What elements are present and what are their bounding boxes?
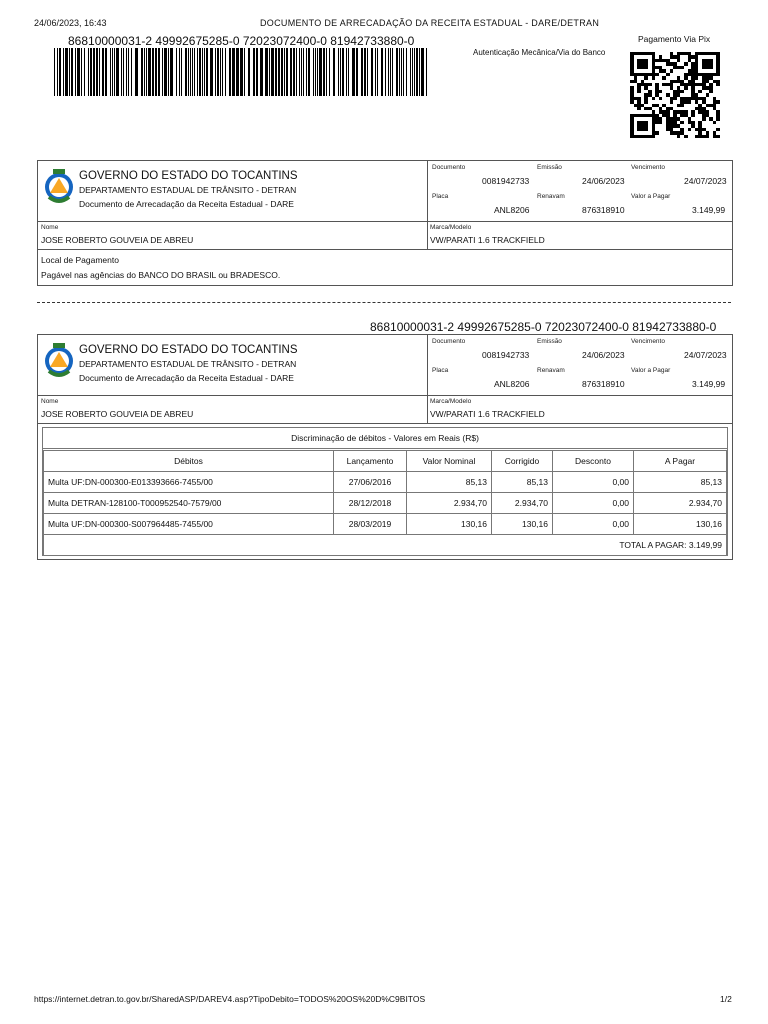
dept-name: DEPARTAMENTO ESTADUAL DE TRÂNSITO - DETRAN [79, 185, 297, 195]
total-a-pagar: TOTAL A PAGAR: 3.149,99 [44, 535, 727, 556]
table-row [44, 472, 727, 493]
a-pagar-cell: 130,16 [634, 514, 727, 535]
vencimento-label: Vencimento [631, 164, 665, 171]
gov-name: GOVERNO DO ESTADO DO TOCANTINS [79, 344, 298, 356]
valor-pagar-label: Valor a Pagar [631, 367, 671, 374]
debito-cell: Multa UF:DN-000300-S007964485-7455/00 [44, 514, 334, 535]
marca-value: VW/PARATI 1.6 TRACKFIELD [430, 409, 545, 419]
local-pagamento-label: Local de Pagamento [41, 255, 119, 265]
col-header: Valor Nominal [407, 451, 492, 472]
vencimento-value: 24/07/2023 [684, 350, 727, 360]
col-header: Débitos [44, 451, 334, 472]
col-header: Desconto [553, 451, 634, 472]
linha-digitavel-2: 86810000031-2 49992675285-0 72023072400-0 81942733880-0 [370, 320, 717, 334]
pix-label: Pagamento Via Pix [638, 34, 711, 44]
valor-nominal-cell: 130,16 [407, 514, 492, 535]
documento-label: Documento [432, 338, 466, 345]
document-title: DOCUMENTO DE ARRECADAÇÃO DA RECEITA ESTADUAL - DARE/DETRAN [260, 18, 600, 28]
footer-url: https://internet.detran.to.gov.br/SharedASP/DAREV4.asp?TipoDebito=TODOS%20OS%20D%C9BITOS [34, 994, 426, 1004]
linha-digitavel: 86810000031-2 49992675285-0 72023072400-0 81942733880-0 [68, 34, 415, 48]
page-number: 1/2 [720, 994, 732, 1004]
a-pagar-cell: 85,13 [634, 472, 727, 493]
valor-nominal-cell: 2.934,70 [407, 493, 492, 514]
tocantins-coat-of-arms-logo [41, 341, 77, 381]
print-datetime: 24/06/2023, 16:43 [34, 18, 107, 28]
col-header: Corrigido [492, 451, 553, 472]
lancamento-cell: 27/06/2016 [334, 472, 407, 493]
table-row [44, 514, 727, 535]
desconto-cell: 0,00 [553, 472, 634, 493]
emissao-label: Emissão [537, 338, 562, 345]
doc-name: Documento de Arrecadação da Receita Estadual - DARE [79, 199, 294, 209]
lancamento-cell: 28/12/2018 [334, 493, 407, 514]
marca-label: Marca/Modelo [430, 398, 472, 405]
gov-name: GOVERNO DO ESTADO DO TOCANTINS [79, 170, 298, 182]
dare-header-box-2 [37, 334, 733, 560]
total-row [44, 535, 727, 556]
corrigido-cell: 85,13 [492, 472, 553, 493]
debitos-table [43, 450, 727, 556]
nome-label: Nome [41, 224, 59, 231]
valor-pagar-value: 3.149,99 [692, 379, 726, 389]
debitos-panel [42, 427, 728, 556]
placa-value: ANL8206 [494, 205, 530, 215]
debitos-title: Discriminação de débitos - Valores em Reais (R$) [43, 428, 727, 449]
emissao-label: Emissão [537, 164, 562, 171]
nome-label: Nome [41, 398, 59, 405]
documento-value: 0081942733 [482, 176, 530, 186]
debito-cell: Multa DETRAN-128100-T000952540-7579/00 [44, 493, 334, 514]
autenticacao-label: Autenticação Mecânica/Via do Banco [473, 48, 606, 57]
corrigido-cell: 130,16 [492, 514, 553, 535]
nome-value: JOSE ROBERTO GOUVEIA DE ABREU [41, 409, 194, 419]
dare-header-box-1 [37, 160, 733, 286]
documento-value: 0081942733 [482, 350, 530, 360]
emissao-value: 24/06/2023 [582, 350, 625, 360]
renavam-value: 876318910 [582, 205, 625, 215]
debito-cell: Multa UF:DN-000300-E013393666-7455/00 [44, 472, 334, 493]
placa-label: Placa [432, 193, 449, 200]
col-header: A Pagar [634, 451, 727, 472]
debitos-header-row [44, 451, 727, 472]
desconto-cell: 0,00 [553, 514, 634, 535]
a-pagar-cell: 2.934,70 [634, 493, 727, 514]
payment-barcode [54, 48, 432, 96]
placa-value: ANL8206 [494, 379, 530, 389]
valor-pagar-value: 3.149,99 [692, 205, 726, 215]
col-header: Lançamento [334, 451, 407, 472]
tocantins-coat-of-arms-logo [41, 167, 77, 207]
pix-qr-code [630, 52, 720, 138]
placa-label: Placa [432, 367, 449, 374]
marca-label: Marca/Modelo [430, 224, 472, 231]
marca-value: VW/PARATI 1.6 TRACKFIELD [430, 235, 545, 245]
renavam-label: Renavam [537, 367, 565, 374]
local-pagamento-value: Pagável nas agências do BANCO DO BRASIL ou BRADESCO. [41, 270, 281, 280]
table-row [44, 493, 727, 514]
lancamento-cell: 28/03/2019 [334, 514, 407, 535]
documento-label: Documento [432, 164, 466, 171]
dept-name: DEPARTAMENTO ESTADUAL DE TRÂNSITO - DETRAN [79, 359, 297, 369]
corrigido-cell: 2.934,70 [492, 493, 553, 514]
vencimento-value: 24/07/2023 [684, 176, 727, 186]
valor-pagar-label: Valor a Pagar [631, 193, 671, 200]
cut-line [37, 302, 731, 303]
valor-nominal-cell: 85,13 [407, 472, 492, 493]
emissao-value: 24/06/2023 [582, 176, 625, 186]
renavam-label: Renavam [537, 193, 565, 200]
doc-name: Documento de Arrecadação da Receita Estadual - DARE [79, 373, 294, 383]
desconto-cell: 0,00 [553, 493, 634, 514]
nome-value: JOSE ROBERTO GOUVEIA DE ABREU [41, 235, 194, 245]
vencimento-label: Vencimento [631, 338, 665, 345]
renavam-value: 876318910 [582, 379, 625, 389]
